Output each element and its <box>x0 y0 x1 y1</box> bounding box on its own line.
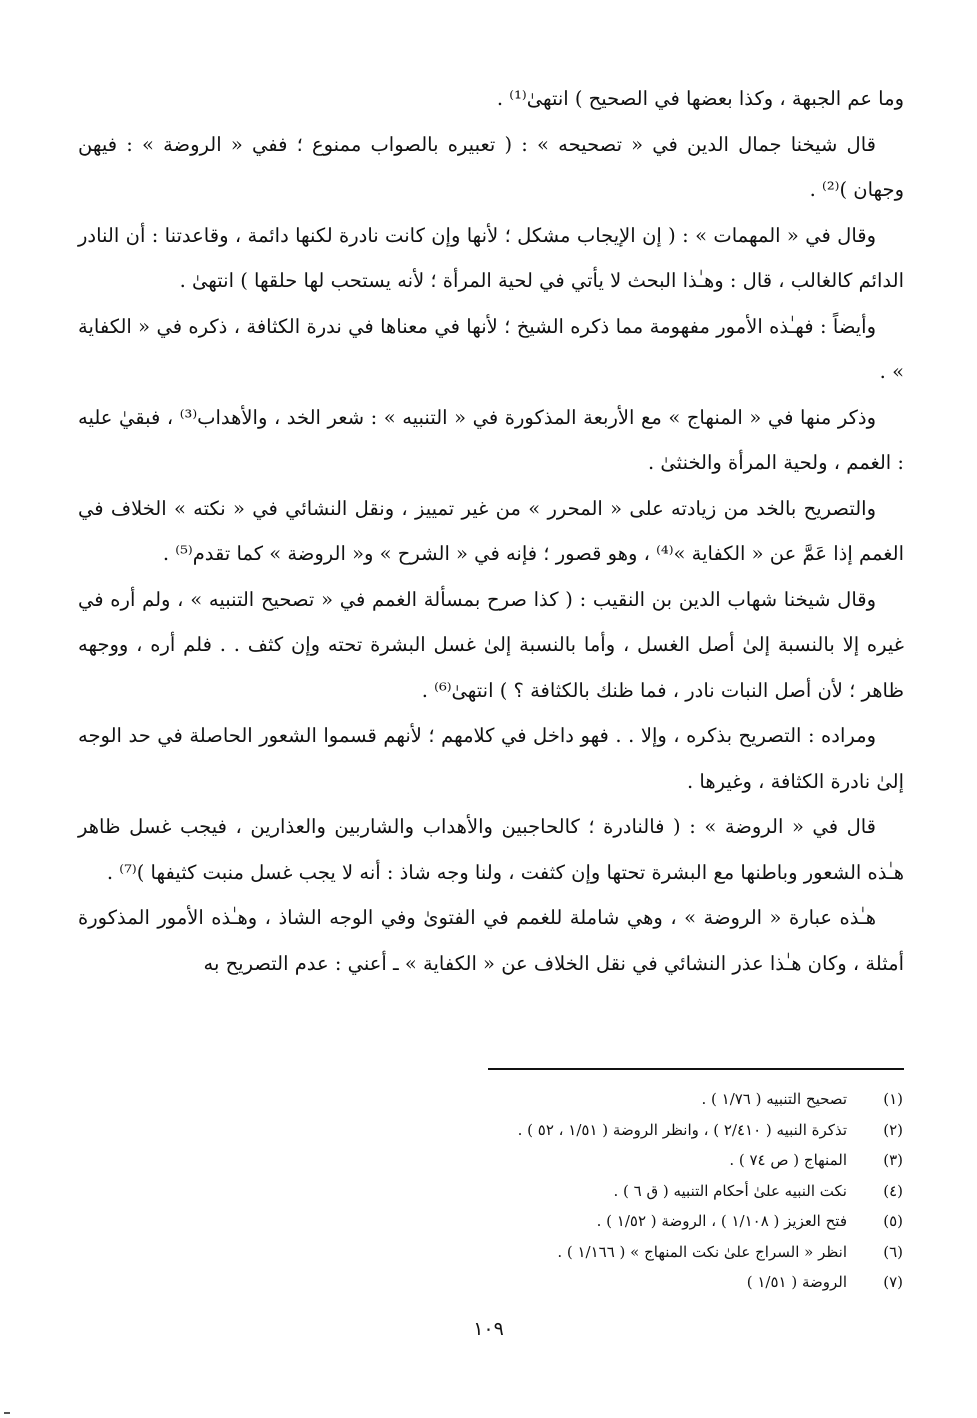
paragraph-6: والتصريح بالخد من زيادته على « المحرر » من غير تمييز ، ونقل النشائي في « نكته » الخلاف في الغمم إذا عَمَّ عن « الكفاية »⁽⁴⁾ ، وهو قصور ؛ فإنه في « الشرح » و« الروضة » كما تقدم⁽⁵⁾ . <box>78 496 904 565</box>
paragraph-8: ومراده : التصريح بذكره ، وإلا . . فهو داخل في كلامهم ؛ لأنهم قسموا الشعور الحاصلة في حد الوجه إلىٰ نادرة الكثافة ، وغيرها . <box>78 724 904 793</box>
footnote-5 <box>203 1206 903 1237</box>
footnote-text: تصحيح التنبيه ( ١/٧٦ ) . <box>701 1090 847 1108</box>
footnote-text: فتح العزيز ( ١/١٠٨ ) ، الروضة ( ١/٥٢ ) . <box>596 1212 847 1230</box>
scan-mark <box>4 1412 10 1414</box>
footnote-separator <box>488 1068 904 1070</box>
footnote-7 <box>203 1267 903 1298</box>
paragraph-9: قال في « الروضة » : ( فالنادرة ؛ كالحاجبين والأهداب والشاربين والعذارين ، فيجب غسل ظاهر هـٰذه الشعور وباطنها مع البشرة تحتها وإن كثفت ، ولنا وجه شاذ : أنه لا يجب غسل منبت كثيفها )⁽⁷⁾ . <box>78 815 904 884</box>
footnote-number: (٥) <box>883 1212 903 1230</box>
footnote-3 <box>203 1145 903 1176</box>
paragraph-2: قال شيخنا جمال الدين في « تصحيحه » : ( تعبيره بالصواب ممنوع ؛ ففي « الروضة » : فيهن وجهان )⁽²⁾ . <box>78 132 904 201</box>
footnote-text: انظر « السراج علىٰ نكت المنهاج » ( ١/١٦٦ ) . <box>557 1242 847 1261</box>
footnotes <box>203 1084 903 1298</box>
footnote-number: (٣) <box>883 1151 903 1169</box>
footnote-text: المنهاج ( ص ٧٤ ) . <box>729 1151 847 1169</box>
page-number: ١٠٩ <box>473 1318 504 1340</box>
paragraph-5: وذكر منها في « المنهاج » مع الأربعة المذكورة في « التنبيه » : شعر الخد ، والأهداب⁽³⁾ ، فبقيٰ عليه : الغمم ، ولحية المرأة والخنثىٰ . <box>78 405 904 474</box>
footnote-number: (٤) <box>883 1181 903 1200</box>
footnote-1 <box>203 1084 903 1115</box>
paragraph-4: وأيضاً : فهـٰذه الأمور مفهومة مما ذكره الشيخ ؛ لأنها في معناها في ندرة الكثافة ، ذكره في « الكفاية » . <box>78 314 904 383</box>
footnote-text: تذكرة النبيه ( ٢/٤١٠ ) ، وانظر الروضة ( ١/٥١ ، ٥٢ ) . <box>517 1120 847 1139</box>
footnote-number: (١) <box>883 1090 903 1108</box>
paragraph-10: هـٰذه عبارة « الروضة » ، وهي شاملة للغمم في الفتوىٰ وفي الوجه الشاذ ، وهـٰذه الأمور المذكورة أمثلة ، وكان هـٰذا عذر النشائي في نقل الخلاف عن « الكفاية » ـ أعني : عدم التصريح به <box>78 906 904 975</box>
footnote-4 <box>203 1176 903 1207</box>
footnote-number: (٢) <box>883 1120 903 1139</box>
footnote-6 <box>203 1237 903 1268</box>
footnote-text: نكت النبيه علىٰ أحكام التنبيه ( ق ٦ ) . <box>613 1181 847 1200</box>
footnote-number: (٧) <box>883 1273 903 1291</box>
paragraph-1: وما عم الجبهة ، وكذا بعضها في الصحيح ) انتهىٰ⁽¹⁾ . <box>496 87 904 110</box>
main-text <box>78 76 904 986</box>
paragraph-7: وقال شيخنا شهاب الدين بن النقيب : ( كذا صرح بمسألة الغمم في « تصحيح التنبيه » ، ولم أره في غيره إلا بالنسبة إلىٰ أصل الغسل ، وأما بالنسبة إلىٰ غسل البشرة تحته وإن كثف . . فلم أره ، ووجهه ظاهر ؛ لأن أصل النبات نادر ، فما ظنك بالكثافة ؟ ) انتهىٰ⁽⁶⁾ . <box>78 587 904 702</box>
footnote-text: الروضة ( ١/٥١ ) <box>746 1273 847 1291</box>
footnote-2 <box>203 1115 903 1146</box>
footnote-number: (٦) <box>883 1242 903 1261</box>
paragraph-3: وقال في « المهمات » : ( إن الإيجاب مشكل ؛ لأنها وإن كانت نادرة لكنها دائمة ، وقاعدتنا : أن النادر الدائم كالغالب ، قال : وهـٰذا البحث لا يأتي في لحية المرأة ؛ لأنه يستحب لها حلقها ) انتهىٰ . <box>78 223 904 292</box>
